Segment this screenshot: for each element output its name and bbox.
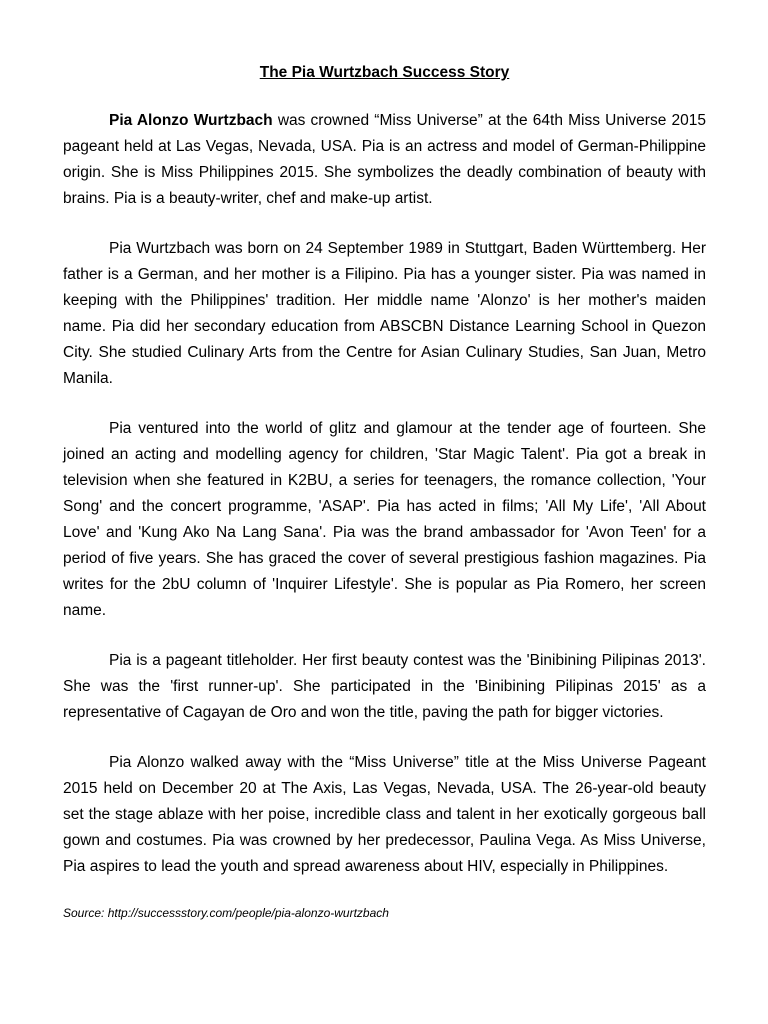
paragraph-early-life: [63, 236, 706, 392]
paragraph-miss-universe: [63, 750, 706, 880]
paragraph-text: was crowned “Miss Universe” at the 64th Miss Universe 2015 pageant held at Las Vegas, Nevada, USA. Pia is an actress and model of German-Philippine origin. She is Miss Philippines 2015. She symbolizes the deadly combination of beauty with brains. Pia is a beauty-writer, chef and make-up artist.: [63, 112, 706, 207]
paragraph-pageants: [63, 648, 706, 726]
lead-name: Pia Alonzo Wurtzbach: [109, 112, 273, 129]
source-citation: Source: http://successstory.com/people/pia-alonzo-wurtzbach: [63, 906, 389, 920]
paragraph-text: Pia Wurtzbach was born on 24 September 1989 in Stuttgart, Baden Württemberg. Her father is a German, and her mother is a Filipino. Pia has a younger sister. Pia was named in keeping with the Philippines' tradition. Her middle name 'Alonzo' is her mother's maiden name. Pia did her secondary education from ABSCBN Distance Learning School in Quezon City. She studied Culinary Arts from the Centre for Asian Culinary Studies, San Juan, Metro Manila.: [63, 240, 706, 387]
paragraph-intro: [63, 108, 706, 212]
paragraph-career: [63, 416, 706, 624]
paragraph-text: Pia Alonzo walked away with the “Miss Universe” title at the Miss Universe Pageant 2015 held on December 20 at The Axis, Las Vegas, Nevada, USA. The 26-year-old beauty set the stage ablaze with her poise, incredible class and talent in her exotically gorgeous ball gown and costumes. Pia was crowned by her predecessor, Paulina Vega. As Miss Universe, Pia aspires to lead the youth and spread awareness about HIV, especially in Philippines.: [63, 754, 706, 875]
paragraph-text: Pia is a pageant titleholder. Her first beauty contest was the 'Binibining Pilipinas 2013'. She was the 'first runner-up'. She participated in the 'Binibining Pilipinas 2015' as a representative of Cagayan de Oro and won the title, paving the path for bigger victories.: [63, 652, 706, 721]
document-title: The Pia Wurtzbach Success Story: [259, 64, 510, 81]
paragraph-text: Pia ventured into the world of glitz and glamour at the tender age of fourteen. She joined an acting and modelling agency for children, 'Star Magic Talent'. Pia got a break in television when she featured in K2BU, a series for teenagers, the romance collection, 'Your Song' and the concert programme, 'ASAP'. Pia has acted in films; 'All My Life', 'All About Love' and 'Kung Ako Na Lang Sana'. Pia was the brand ambassador for 'Avon Teen' for a period of five years. She has graced the cover of several prestigious fashion magazines. Pia writes for the 2bU column of 'Inquirer Lifestyle'. She is popular as Pia Romero, her screen name.: [63, 420, 706, 619]
document-page: [63, 60, 706, 922]
